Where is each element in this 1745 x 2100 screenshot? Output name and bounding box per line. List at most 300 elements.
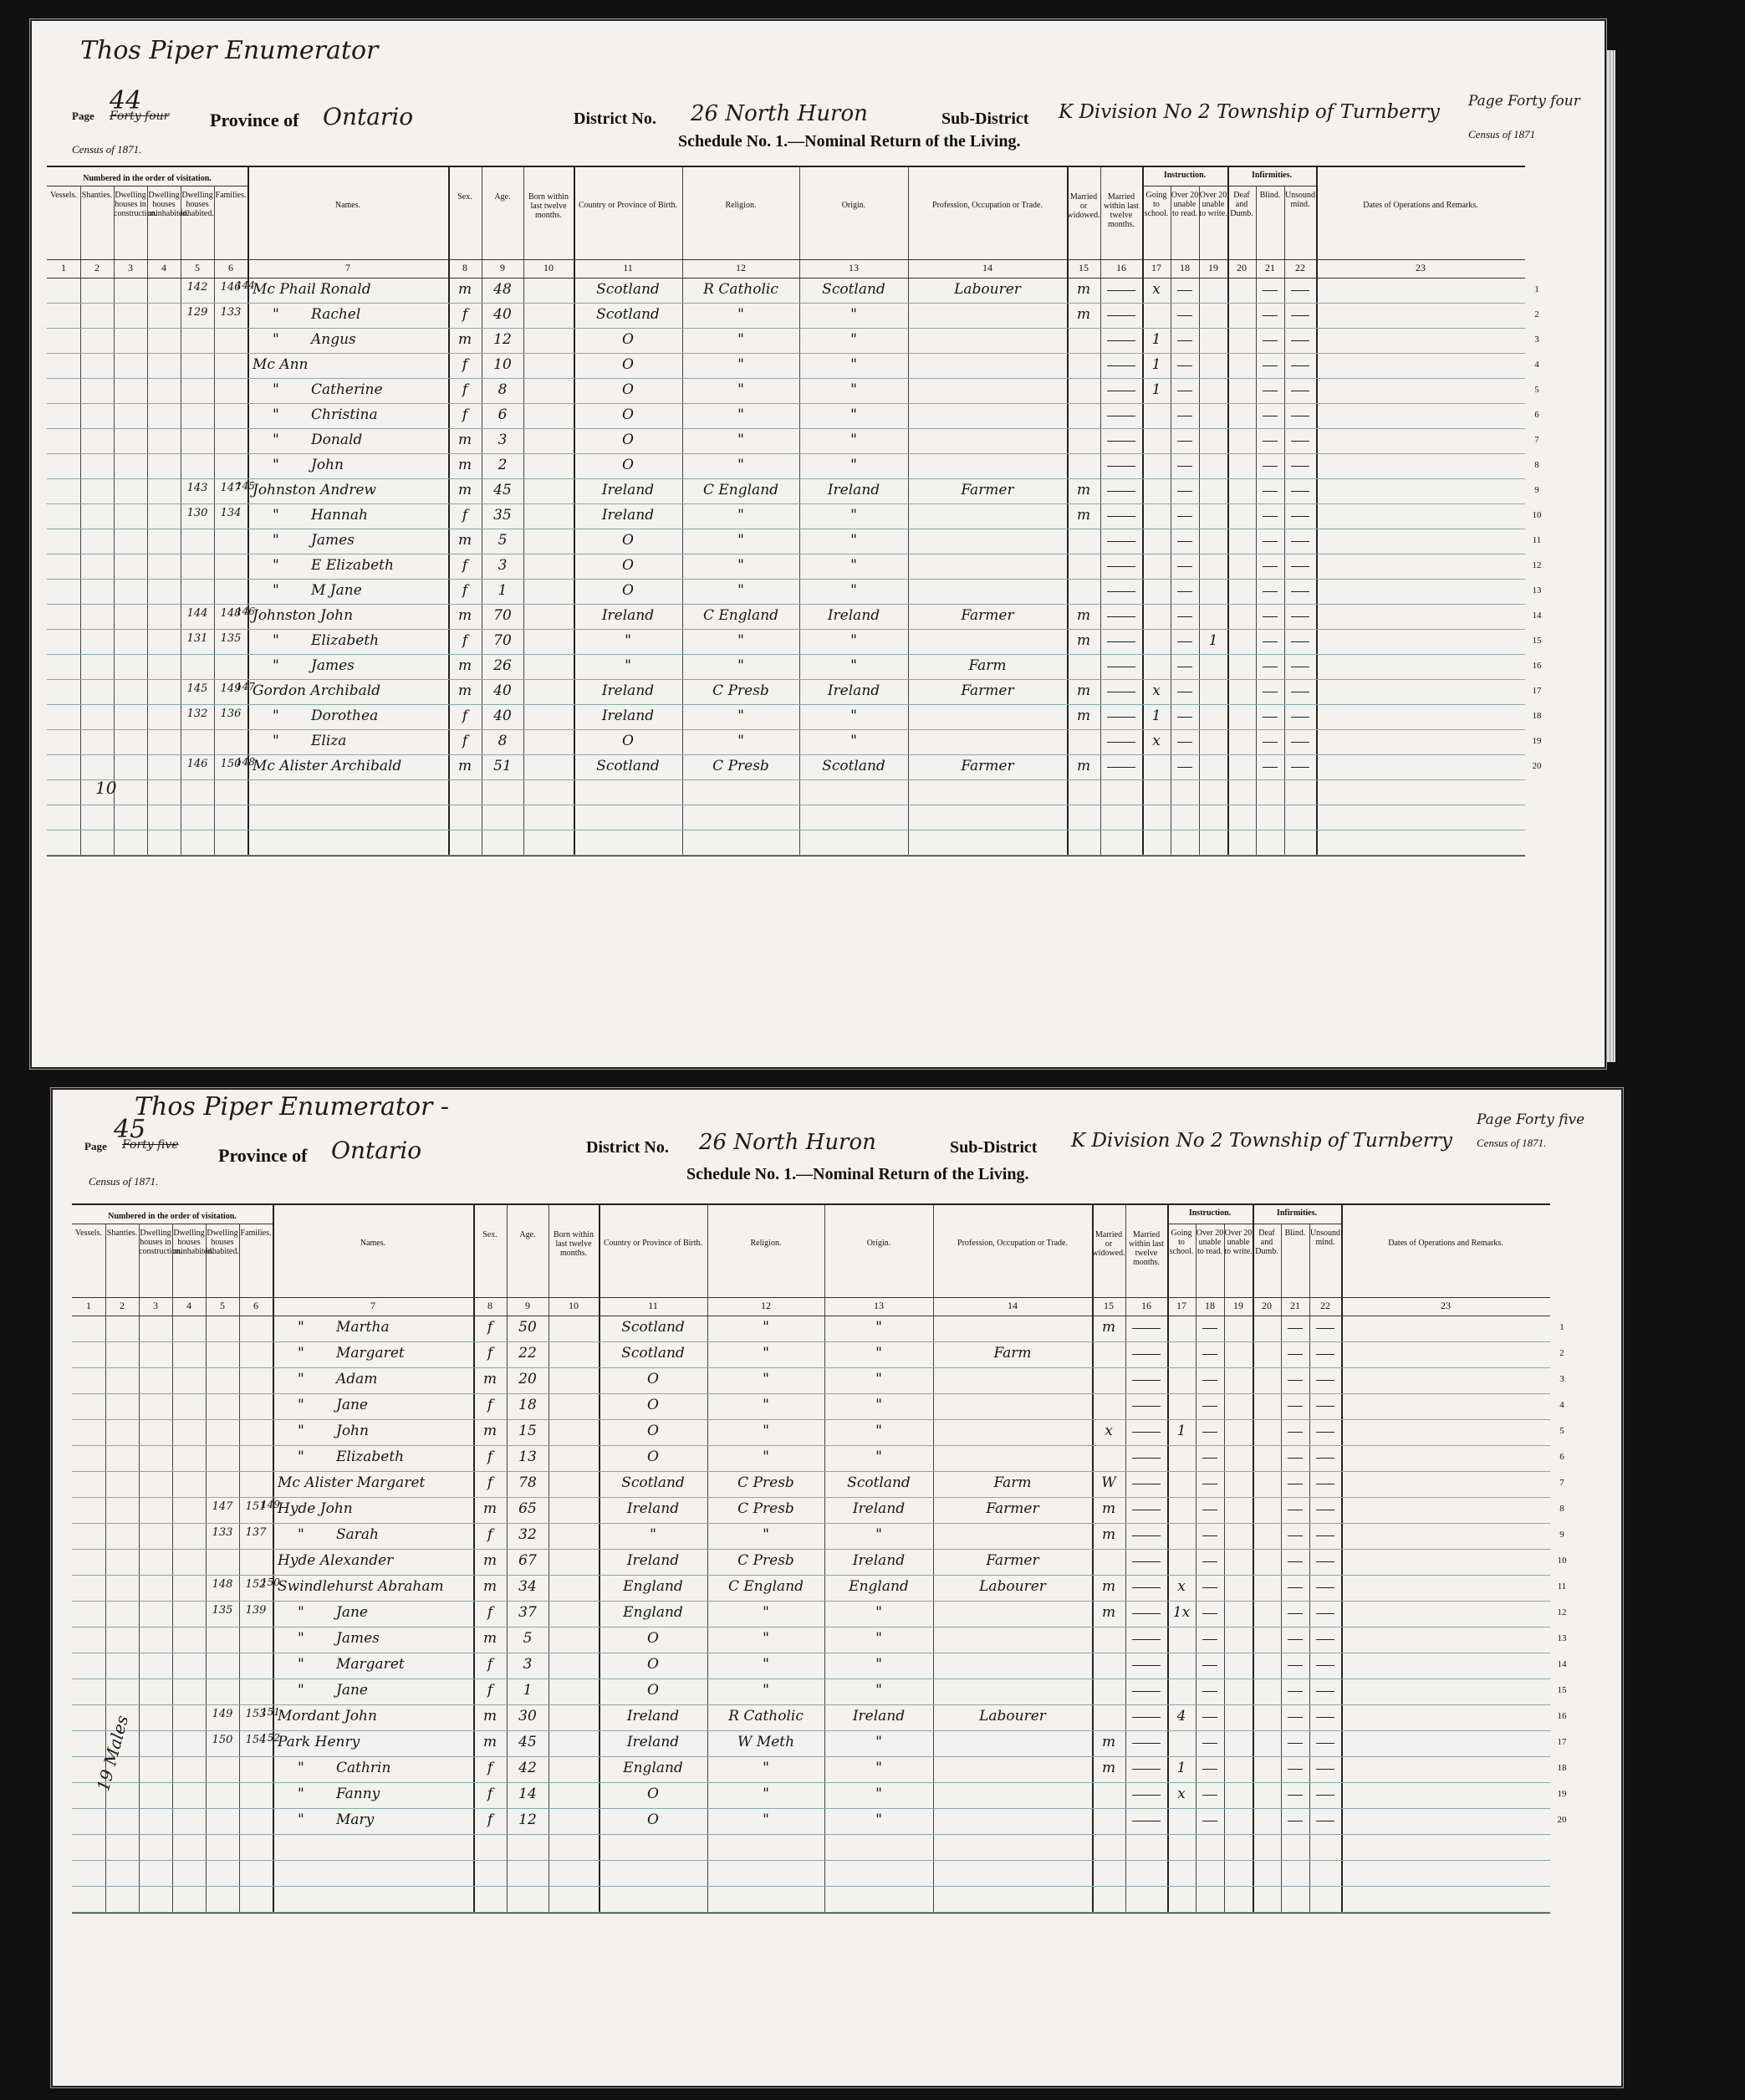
dash-mark (1177, 641, 1192, 642)
occupation-cell: Farmer (961, 607, 1014, 624)
dash-mark (1288, 1795, 1303, 1796)
district-label: District No. (586, 1138, 669, 1157)
column-number-18: 18 (1180, 262, 1190, 273)
family-number: 149 (220, 682, 242, 695)
ditto-mark: " (273, 632, 279, 649)
table-row (72, 1341, 1550, 1367)
table-row (72, 1782, 1550, 1808)
dash-mark (1288, 1691, 1303, 1692)
religion-cell: R Catholic (703, 281, 778, 298)
age-cell: 78 (518, 1474, 537, 1491)
subdistrict-value: K Division No 2 Township of Turnberry (1071, 1130, 1452, 1152)
person-name: Fanny (336, 1786, 380, 1802)
birthplace-cell: " (625, 657, 631, 674)
age-cell: 20 (518, 1371, 537, 1387)
row-index: 14 (1557, 1659, 1567, 1669)
column-number-13: 13 (874, 1300, 884, 1311)
person-name: Mc Alister Archibald (253, 758, 402, 774)
row-rule (72, 1912, 1550, 1913)
header-bottom-line (72, 1297, 1550, 1298)
religion-cell: C England (702, 482, 779, 498)
column-number-11: 11 (648, 1300, 658, 1311)
dash-mark (1107, 541, 1135, 542)
page-number: 45 (114, 1115, 146, 1144)
sex-cell: m (457, 281, 472, 298)
table-row (72, 1419, 1550, 1445)
person-name: Hyde Alexander (278, 1552, 394, 1569)
dwelling-number: 147 (212, 1500, 233, 1513)
person-name: Mordant John (278, 1708, 377, 1724)
column-header-4: Dwelling houses uninhabited. (172, 1229, 214, 1256)
religion-cell: " (737, 331, 744, 348)
sex-cell: m (482, 1578, 497, 1595)
census-right-label: Census of 1871 (1468, 128, 1536, 141)
origin-cell: Ireland (852, 1708, 906, 1724)
dash-mark (1316, 1328, 1334, 1329)
table-row (47, 353, 1525, 378)
person-name: M Jane (311, 582, 362, 599)
dwelling-number: 149 (212, 1708, 233, 1720)
column-number-23: 23 (1416, 262, 1426, 273)
birthplace-cell: Ireland (601, 607, 655, 624)
dash-mark (1107, 767, 1135, 768)
row-index: 20 (1557, 1815, 1567, 1825)
dash-mark (1132, 1535, 1161, 1536)
table-row (47, 554, 1525, 579)
birthplace-cell: England (623, 1760, 683, 1776)
row-index: 2 (1534, 309, 1539, 319)
column-number-16: 16 (1141, 1300, 1151, 1311)
sex-cell: f (487, 1319, 493, 1336)
census-table (47, 166, 1542, 856)
column-number-7: 7 (370, 1300, 375, 1311)
religion-cell: " (763, 1656, 769, 1673)
table-row (47, 503, 1525, 529)
dash-mark (1263, 365, 1278, 366)
person-name: Donald (311, 432, 363, 448)
column-number-18: 18 (1205, 1300, 1215, 1311)
dash-mark (1263, 566, 1278, 567)
row-index: 8 (1534, 460, 1539, 470)
dash-mark (1316, 1639, 1334, 1640)
dash-mark (1291, 315, 1309, 316)
birthplace-cell: O (647, 1786, 659, 1802)
dash-mark (1291, 616, 1309, 617)
row-index: 7 (1534, 435, 1539, 445)
person-name: Hannah (311, 507, 368, 524)
dash-mark (1202, 1561, 1217, 1562)
religion-cell: " (763, 1449, 769, 1465)
age-cell: 8 (497, 733, 508, 749)
sex-cell: m (457, 682, 472, 699)
family-number: 148 (220, 607, 242, 620)
census-page-44 (29, 18, 1607, 1070)
sex-cell: f (487, 1449, 493, 1465)
page-label: Page (84, 1140, 107, 1152)
person-name: James (336, 1630, 380, 1647)
family-number: 150 (220, 758, 242, 770)
person-name: Eliza (311, 733, 347, 749)
birthplace-cell: Ireland (601, 507, 655, 524)
dash-mark (1177, 616, 1192, 617)
row-index: 9 (1559, 1530, 1564, 1540)
row-index: 12 (1532, 560, 1542, 570)
dash-mark (1316, 1821, 1334, 1822)
sex-cell: f (462, 406, 468, 423)
occupation-cell: Farmer (961, 482, 1014, 498)
table-row (72, 1704, 1550, 1730)
sex-cell: f (462, 507, 468, 524)
birthplace-cell: Scotland (596, 758, 660, 774)
age-cell: 10 (493, 356, 512, 373)
birthplace-cell: England (623, 1604, 683, 1621)
dash-mark (1288, 1432, 1303, 1433)
dash-mark (1202, 1795, 1217, 1796)
table-row (72, 1316, 1550, 1341)
dash-mark (1288, 1561, 1303, 1562)
table-row (47, 604, 1525, 629)
row-index: 11 (1557, 1581, 1567, 1592)
age-cell: 12 (518, 1811, 537, 1828)
person-name: Jane (336, 1682, 368, 1699)
column-header-6: Families. (240, 1229, 272, 1238)
school-cell: 1 (1176, 1760, 1186, 1776)
table-row (72, 1601, 1550, 1627)
column-header-16: Married within last twelve months. (1104, 192, 1139, 229)
dash-mark (1288, 1458, 1303, 1459)
birthplace-cell: O (622, 557, 634, 574)
age-cell: 37 (518, 1604, 537, 1621)
row-index: 4 (1534, 360, 1539, 370)
religion-cell: " (737, 582, 744, 599)
occupation-cell: Farm (993, 1345, 1032, 1362)
origin-cell: " (875, 1319, 882, 1336)
origin-cell: Scotland (822, 758, 885, 774)
age-cell: 35 (493, 507, 512, 524)
occupation-cell: Farmer (986, 1552, 1039, 1569)
religion-cell: " (737, 733, 744, 749)
dash-mark (1263, 591, 1278, 592)
column-number-19: 19 (1208, 262, 1218, 273)
birthplace-cell: O (622, 356, 634, 373)
page-number-struck: Forty five (122, 1138, 179, 1152)
origin-cell: Scotland (822, 281, 885, 298)
origin-cell: " (850, 457, 857, 473)
column-header-1: Vessels. (50, 191, 77, 200)
married-cell: m (1101, 1526, 1116, 1543)
dash-mark (1288, 1328, 1303, 1329)
origin-cell: " (875, 1423, 882, 1439)
row-index: 5 (1559, 1426, 1564, 1436)
table-row (72, 1471, 1550, 1497)
dash-mark (1202, 1380, 1217, 1381)
birthplace-cell: Ireland (626, 1734, 680, 1750)
enumerator-signature: Thos Piper Enumerator - (135, 1092, 450, 1122)
family-number: 153 (245, 1708, 267, 1720)
column-header-4: Dwelling houses uninhabited. (147, 191, 189, 218)
dash-mark (1316, 1717, 1334, 1718)
row-index: 17 (1532, 686, 1542, 696)
person-name: Angus (311, 331, 356, 348)
dash-mark (1177, 315, 1192, 316)
dash-mark (1288, 1587, 1303, 1588)
dwelling-number: 144 (186, 607, 208, 620)
birthplace-cell: Ireland (601, 482, 655, 498)
dwelling-number: 145 (186, 682, 208, 695)
household-number: 147 (236, 681, 255, 692)
column-header-1: Vessels. (75, 1229, 102, 1238)
birthplace-cell: O (647, 1371, 659, 1387)
dash-mark (1177, 466, 1192, 467)
dash-mark (1263, 742, 1278, 743)
married-cell: m (1101, 1734, 1116, 1750)
ditto-mark: " (273, 733, 279, 749)
dwelling-number: 133 (212, 1526, 233, 1539)
dash-mark (1177, 441, 1192, 442)
subdistrict-label: Sub-District (941, 110, 1029, 128)
column-header-5: Dwelling houses inhabited. (206, 1229, 239, 1256)
column-header-8: Sex. (482, 1230, 497, 1239)
row-index: 6 (1534, 410, 1539, 420)
origin-cell: Ireland (827, 607, 880, 624)
column-number-1: 1 (86, 1300, 91, 1311)
page-label: Page (72, 110, 94, 122)
person-name: Mary (336, 1811, 375, 1828)
sex-cell: f (487, 1345, 493, 1362)
row-rule (72, 1834, 1550, 1835)
dash-mark (1177, 290, 1192, 291)
row-index: 18 (1532, 711, 1542, 721)
column-number-22: 22 (1295, 262, 1305, 273)
column-number-12: 12 (761, 1300, 771, 1311)
table-row (72, 1678, 1550, 1704)
column-number-11: 11 (623, 262, 633, 273)
religion-cell: " (763, 1811, 769, 1828)
person-name: Rachel (311, 306, 361, 323)
ditto-mark: " (298, 1526, 304, 1543)
dash-mark (1107, 717, 1135, 718)
dash-mark (1291, 717, 1309, 718)
tally-note: 19 Males (93, 1713, 133, 1794)
column-header-13: Origin. (866, 1239, 891, 1248)
origin-cell: " (850, 356, 857, 373)
sex-cell: m (457, 457, 472, 473)
dash-mark (1132, 1432, 1161, 1433)
dash-mark (1177, 365, 1192, 366)
religion-cell: R Catholic (728, 1708, 804, 1724)
column-header-22: Unsound mind. (1309, 1229, 1341, 1247)
dash-mark (1132, 1795, 1161, 1796)
dash-mark (1316, 1432, 1334, 1433)
column-header-18: Over 20 unable to read. (1171, 191, 1199, 218)
dash-mark (1202, 1691, 1217, 1692)
school-cell: x (1152, 733, 1161, 749)
school-cell: 4 (1176, 1708, 1186, 1724)
column-header-20: Deaf and Dumb. (1230, 191, 1253, 218)
column-number-6: 6 (253, 1300, 258, 1311)
row-index: 15 (1532, 636, 1542, 646)
column-header-12: Religion. (725, 201, 757, 210)
dash-mark (1107, 616, 1135, 617)
dash-mark (1288, 1613, 1303, 1614)
birthplace-cell: O (622, 733, 634, 749)
column-number-15: 15 (1079, 262, 1089, 273)
origin-cell: " (850, 381, 857, 398)
row-index: 16 (1532, 661, 1542, 671)
column-header-3: Dwelling houses in construction. (114, 191, 157, 218)
group-instruction-header: Instruction. (1188, 1208, 1232, 1218)
row-index: 3 (1559, 1374, 1564, 1384)
dash-mark (1263, 441, 1278, 442)
religion-cell: " (737, 306, 744, 323)
page-right-label: Page Forty four (1468, 93, 1580, 110)
column-number-21: 21 (1265, 262, 1275, 273)
dash-mark (1132, 1587, 1161, 1588)
dwelling-number: 142 (186, 281, 208, 294)
birthplace-cell: O (622, 381, 634, 398)
school-cell: 1 (1151, 331, 1161, 348)
dash-mark (1263, 717, 1278, 718)
enumerator-signature: Thos Piper Enumerator (80, 36, 379, 65)
age-cell: 22 (518, 1345, 537, 1362)
religion-cell: " (763, 1786, 769, 1802)
married-cell: m (1076, 758, 1091, 774)
person-name: Mc Alister Margaret (278, 1474, 426, 1491)
birthplace-cell: O (647, 1811, 659, 1828)
sex-cell: f (462, 306, 468, 323)
table-row (72, 1756, 1550, 1782)
birthplace-cell: O (622, 457, 634, 473)
occupation-cell: Labourer (979, 1708, 1046, 1724)
column-number-4: 4 (186, 1300, 191, 1311)
column-number-15: 15 (1104, 1300, 1114, 1311)
dash-mark (1107, 315, 1135, 316)
ditto-mark: " (273, 306, 279, 323)
person-name: James (311, 657, 355, 674)
dash-mark (1316, 1587, 1334, 1588)
ditto-mark: " (273, 708, 279, 724)
birthplace-cell: Scotland (621, 1319, 685, 1336)
table-row (47, 278, 1525, 303)
birthplace-cell: O (622, 406, 634, 423)
origin-cell: Ireland (852, 1500, 906, 1517)
table-row (72, 1523, 1550, 1549)
dash-mark (1291, 591, 1309, 592)
school-cell: x (1152, 682, 1161, 699)
subdistrict-value: K Division No 2 Township of Turnberry (1059, 101, 1440, 123)
column-number-19: 19 (1233, 1300, 1243, 1311)
religion-cell: " (763, 1630, 769, 1647)
sex-cell: f (462, 733, 468, 749)
census-right-label: Census of 1871. (1477, 1137, 1547, 1149)
age-cell: 5 (523, 1630, 533, 1647)
district-value: 26 North Huron (699, 1130, 876, 1155)
dash-mark (1202, 1821, 1217, 1822)
married-cell: m (1101, 1500, 1116, 1517)
married-cell: m (1101, 1604, 1116, 1621)
dash-mark (1263, 641, 1278, 642)
dash-mark (1291, 290, 1309, 291)
origin-cell: " (850, 507, 857, 524)
religion-cell: " (763, 1526, 769, 1543)
table-row (47, 378, 1525, 403)
household-number: 150 (261, 1576, 280, 1588)
group-infirmities-header: Infirmities. (1251, 171, 1293, 180)
dash-mark (1177, 340, 1192, 341)
dash-mark (1316, 1458, 1334, 1459)
column-header-13: Origin. (841, 201, 866, 210)
column-number-14: 14 (1008, 1300, 1018, 1311)
family-number: 154 (245, 1734, 267, 1746)
family-number: 147 (220, 482, 242, 494)
column-header-21: Blind. (1259, 191, 1281, 200)
origin-cell: " (875, 1371, 882, 1387)
occupation-cell: Labourer (954, 281, 1021, 298)
group-visitation-header: Numbered in the order of visitation. (83, 174, 212, 183)
dash-mark (1107, 742, 1135, 743)
school-cell: 1 (1151, 708, 1161, 724)
table-row (47, 529, 1525, 554)
family-number: 134 (220, 507, 242, 519)
dash-mark (1107, 466, 1135, 467)
dash-mark (1316, 1380, 1334, 1381)
age-cell: 40 (493, 682, 512, 699)
school-cell: 1 (1151, 356, 1161, 373)
column-header-22: Unsound mind. (1284, 191, 1316, 209)
household-number: 149 (261, 1499, 280, 1510)
age-cell: 3 (523, 1656, 533, 1673)
province-value: Ontario (323, 103, 414, 130)
column-header-20: Deaf and Dumb. (1255, 1229, 1278, 1256)
row-rule (72, 1886, 1550, 1887)
dash-mark (1202, 1535, 1217, 1536)
age-cell: 70 (493, 607, 512, 624)
dash-mark (1202, 1432, 1217, 1433)
row-index: 3 (1534, 335, 1539, 345)
sex-cell: m (457, 432, 472, 448)
sex-cell: f (487, 1397, 493, 1413)
religion-cell: " (737, 632, 744, 649)
dash-mark (1202, 1458, 1217, 1459)
row-index: 15 (1557, 1685, 1567, 1695)
province-label: Province of (218, 1145, 308, 1166)
dash-mark (1132, 1743, 1161, 1744)
table-row (47, 704, 1525, 729)
table-row (72, 1627, 1550, 1653)
dash-mark (1291, 491, 1309, 492)
dash-mark (1263, 340, 1278, 341)
birthplace-cell: Ireland (626, 1708, 680, 1724)
dash-mark (1132, 1769, 1161, 1770)
origin-cell: " (850, 532, 857, 549)
sex-cell: f (487, 1811, 493, 1828)
dash-mark (1288, 1769, 1303, 1770)
married-cell: m (1076, 682, 1091, 699)
dash-mark (1107, 566, 1135, 567)
birthplace-cell: O (622, 432, 634, 448)
dash-mark (1288, 1639, 1303, 1640)
row-index: 4 (1559, 1400, 1564, 1410)
ditto-mark: " (298, 1811, 304, 1828)
origin-cell: " (875, 1345, 882, 1362)
origin-cell: " (850, 657, 857, 674)
sex-cell: f (462, 582, 468, 599)
row-index: 6 (1559, 1452, 1564, 1462)
religion-cell: " (737, 507, 744, 524)
ditto-mark: " (273, 582, 279, 599)
row-index: 8 (1559, 1504, 1564, 1514)
ditto-mark: " (273, 381, 279, 398)
